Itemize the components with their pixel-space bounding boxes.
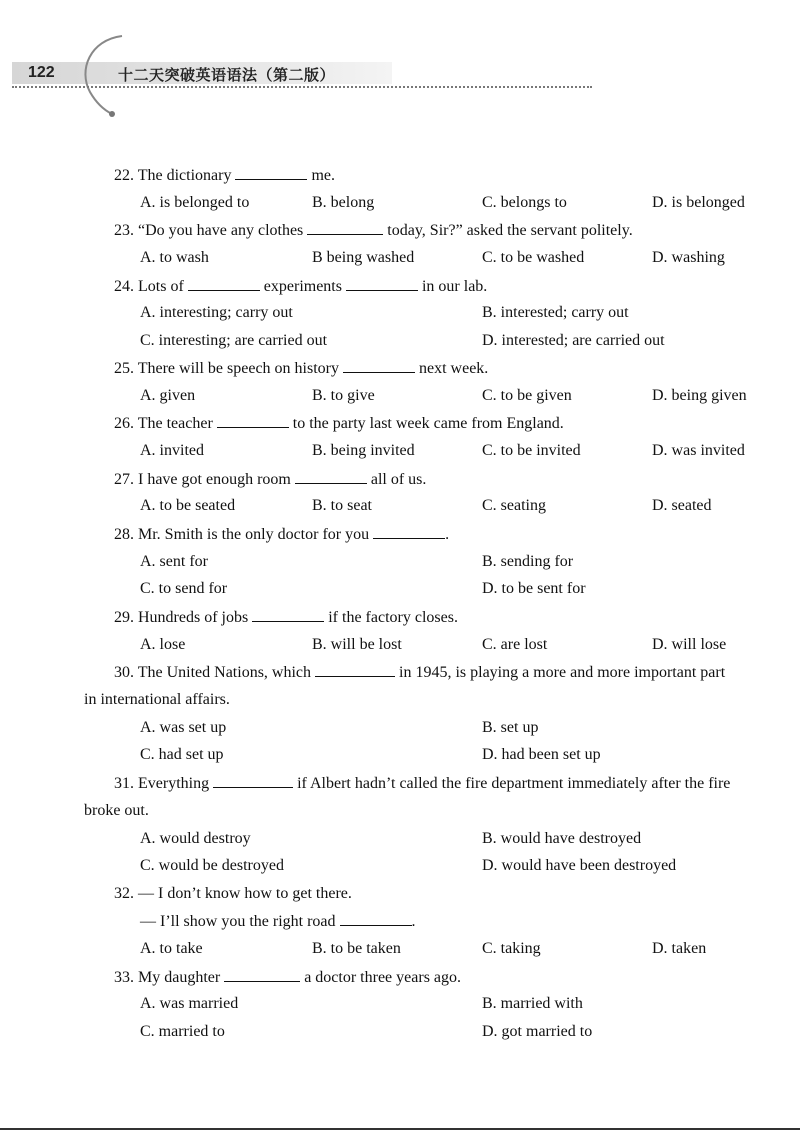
question-33-stem — [114, 967, 461, 988]
option-b: B. married with — [482, 995, 583, 1012]
option-d: D. to be sent for — [482, 580, 586, 597]
stem-text: . — [445, 526, 450, 543]
stem-text: I have got enough room — [138, 471, 291, 488]
question-number: 33. — [114, 969, 134, 986]
option-c: C. seating — [482, 497, 546, 514]
option-a: A. is belonged to — [140, 194, 250, 211]
question-number: 22. — [114, 167, 134, 184]
option-d: D. would have been destroyed — [482, 857, 677, 874]
question-number: 29. — [114, 609, 134, 626]
answer-blank — [252, 607, 324, 622]
option-a: A. to wash — [140, 249, 209, 266]
answer-blank — [235, 165, 307, 180]
page-bottom-rule — [0, 1128, 800, 1130]
stem-text: — I don’t know how to get there. — [138, 885, 352, 902]
question-31-stem — [114, 773, 730, 794]
option-a: A. to take — [140, 940, 203, 957]
stem-text: if the factory closes. — [328, 609, 458, 626]
answer-blank — [340, 911, 412, 926]
option-d: D. is belonged — [652, 194, 745, 211]
stem-text: in 1945, is playing a more and more important part — [399, 664, 726, 681]
stem-text: Mr. Smith is the only doctor for you — [138, 526, 370, 543]
stem-text: today, Sir?” asked the servant politely. — [387, 222, 633, 239]
option-c: C. interesting; are carried out — [140, 332, 328, 349]
option-c: C. would be destroyed — [140, 857, 284, 874]
option-d: D. taken — [652, 940, 707, 957]
option-b: B. sending for — [482, 553, 574, 570]
option-d: D. will lose — [652, 636, 727, 653]
option-b: B. will be lost — [312, 636, 402, 653]
option-b: B being washed — [312, 249, 415, 266]
option-a: A. sent for — [140, 553, 208, 570]
answer-blank — [217, 413, 289, 428]
answer-blank — [224, 967, 300, 982]
option-d: D. was invited — [652, 442, 745, 459]
answer-blank — [307, 220, 383, 235]
question-number: 31. — [114, 775, 134, 792]
question-number: 28. — [114, 526, 134, 543]
question-22-stem — [114, 165, 335, 186]
option-d: D. being given — [652, 387, 747, 404]
header-dotted-rule — [12, 86, 592, 88]
stem-text: me. — [311, 167, 336, 184]
stem-text: Hundreds of jobs — [138, 609, 249, 626]
option-c: C. to be washed — [482, 249, 585, 266]
answer-blank — [343, 358, 415, 373]
option-b: B. interested; carry out — [482, 304, 629, 321]
question-number: 32. — [114, 885, 134, 902]
stem-text: The dictionary — [137, 167, 232, 184]
option-b: B. to be taken — [312, 940, 401, 957]
option-c: C. taking — [482, 940, 541, 957]
question-number: 27. — [114, 471, 134, 488]
book-title: 十二天突破英语语法（第二版） — [118, 66, 336, 84]
question-29-stem — [114, 607, 458, 628]
stem-text: Lots of — [138, 278, 184, 295]
stem-text: The United Nations, which — [137, 664, 312, 681]
stem-text: . — [411, 913, 416, 930]
option-c: C. to be given — [482, 387, 572, 404]
question-30-stem-continued: in international affairs. — [84, 691, 230, 708]
question-24-stem — [114, 276, 487, 297]
option-a: A. lose — [140, 636, 186, 653]
answer-blank — [346, 276, 418, 291]
answer-blank — [188, 276, 260, 291]
option-a: A. interesting; carry out — [140, 304, 293, 321]
option-b: B. to give — [312, 387, 375, 404]
answer-blank — [373, 524, 445, 539]
option-c: C. to be invited — [482, 442, 581, 459]
stem-text: There will be speech on history — [137, 360, 339, 377]
stem-text: — I’ll show you the right road — [140, 913, 336, 930]
question-31-stem-continued: broke out. — [84, 802, 149, 819]
option-a: A. to be seated — [140, 497, 236, 514]
question-number: 30. — [114, 664, 134, 681]
option-c: C. belongs to — [482, 194, 567, 211]
page-number: 122 — [28, 64, 55, 81]
option-b: B. to seat — [312, 497, 372, 514]
option-c: C. had set up — [140, 746, 224, 763]
question-28-stem — [114, 524, 449, 545]
stem-text: in our lab. — [421, 278, 488, 295]
stem-text: experiments — [263, 278, 342, 295]
stem-text: a doctor three years ago. — [304, 969, 462, 986]
question-number: 26. — [114, 415, 134, 432]
option-d: D. had been set up — [482, 746, 601, 763]
option-b: B. set up — [482, 719, 539, 736]
question-27-stem — [114, 469, 426, 490]
answer-blank — [315, 662, 395, 677]
option-d: D. got married to — [482, 1023, 593, 1040]
option-a: A. given — [140, 387, 196, 404]
question-30-stem — [114, 662, 725, 683]
stem-text: Everything — [138, 775, 210, 792]
stem-text: The teacher — [137, 415, 213, 432]
question-number: 23. — [114, 222, 134, 239]
stem-text: to the party last week came from England. — [292, 415, 564, 432]
option-d: D. interested; are carried out — [482, 332, 665, 349]
stem-text: My daughter — [138, 969, 221, 986]
answer-blank — [213, 773, 293, 788]
question-23-stem — [114, 220, 633, 241]
question-32-reply — [140, 911, 416, 932]
option-c: C. are lost — [482, 636, 548, 653]
option-c: C. married to — [140, 1023, 225, 1040]
question-25-stem — [114, 358, 488, 379]
question-32-stem — [114, 884, 352, 904]
option-d: D. seated — [652, 497, 712, 514]
answer-blank — [295, 469, 367, 484]
option-d: D. washing — [652, 249, 725, 266]
stem-text: “Do you have any clothes — [138, 222, 304, 239]
option-b: B. would have destroyed — [482, 830, 642, 847]
option-a: A. would destroy — [140, 830, 251, 847]
option-a: A. was married — [140, 995, 239, 1012]
option-a: A. was set up — [140, 719, 227, 736]
stem-text: next week. — [419, 360, 489, 377]
question-26-stem — [114, 413, 564, 434]
stem-text: if Albert hadn’t called the fire department immediately after the fire — [297, 775, 731, 792]
option-a: A. invited — [140, 442, 204, 459]
option-b: B. being invited — [312, 442, 415, 459]
question-number: 25. — [114, 360, 134, 377]
question-number: 24. — [114, 278, 134, 295]
option-b: B. belong — [312, 194, 375, 211]
stem-text: all of us. — [370, 471, 427, 488]
option-c: C. to send for — [140, 580, 228, 597]
